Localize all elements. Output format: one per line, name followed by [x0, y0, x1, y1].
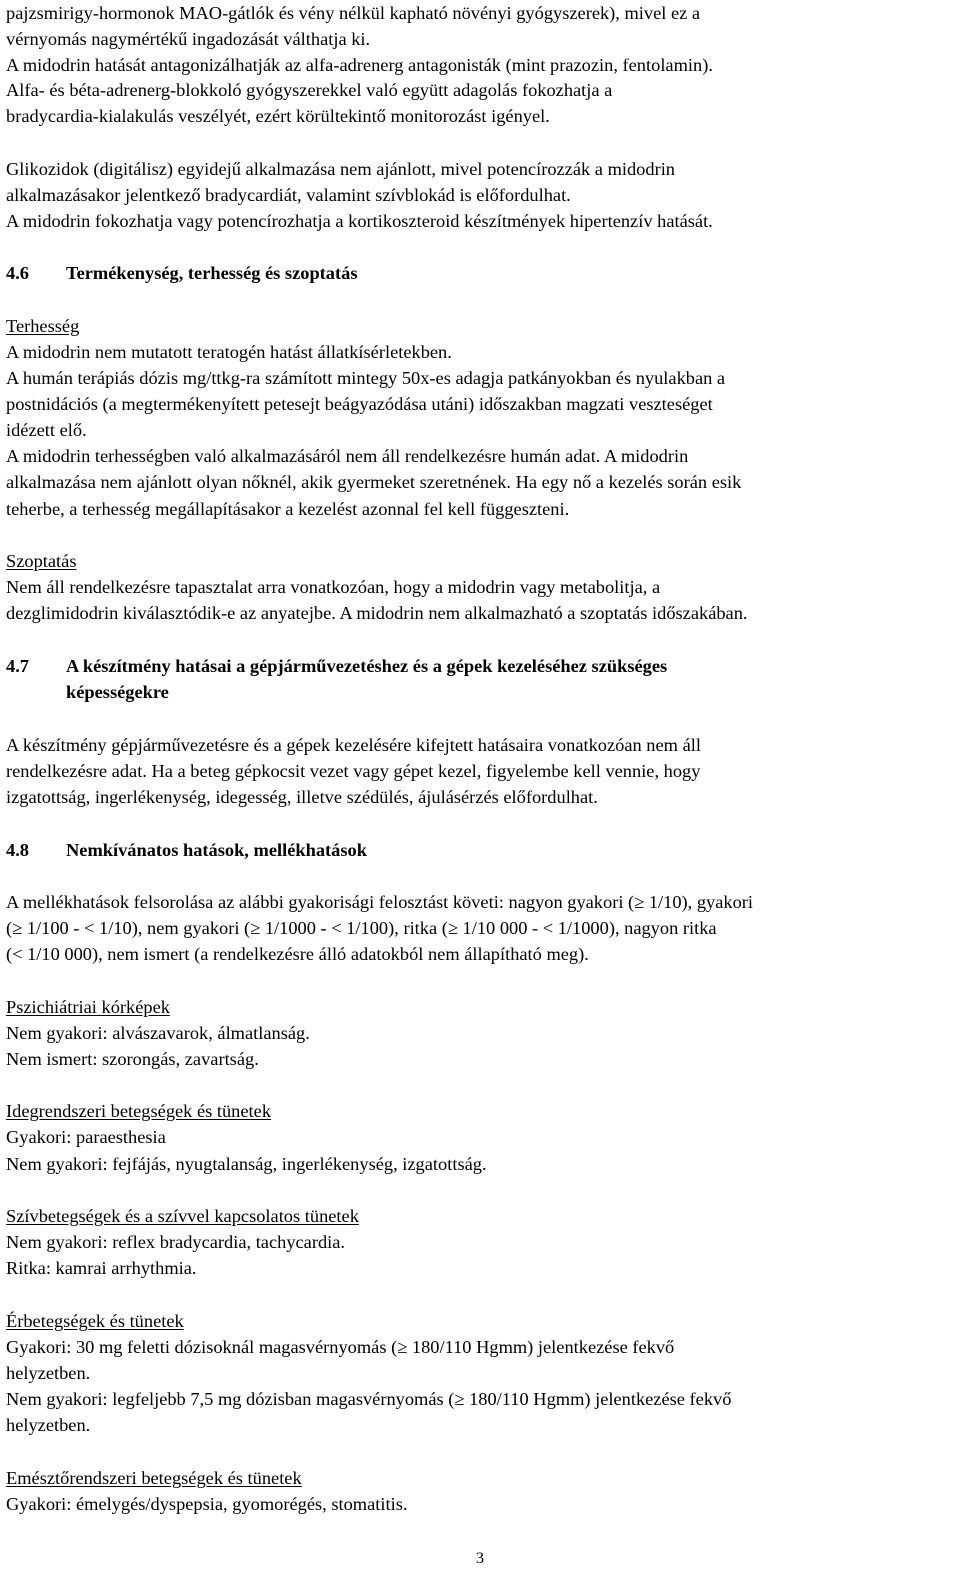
page-number: 3: [476, 1550, 484, 1567]
text-line: bradycardia-kialakulás veszélyét, ezért körültekintő monitorozást igényel.: [6, 106, 550, 126]
text-line: A midodrin hatását antagonizálhatják az alfa-adrenerg antagonisták (mint prazozin, fentolamin).: [6, 55, 713, 75]
text-line: rendelkezésre adat. Ha a beteg gépkocsit vezet vagy gépet kezel, figyelembe kell vennie, hogy: [6, 761, 701, 781]
text-line: A humán terápiás dózis mg/ttkg-ra számított mintegy 50x-es adagja patkányokban és nyulakban a: [6, 368, 726, 388]
text-line: A midodrin fokozhatja vagy potencírozhatja a kortikoszteroid készítmények hipertenzív hatását.: [6, 211, 713, 231]
text-line: postnidációs (a megtermékenyített petesejt beágyazódása utáni) időszakban magzati veszteséget: [6, 394, 713, 414]
text-line: Nem gyakori: alvászavarok, álmatlanság.: [6, 1023, 310, 1043]
text-line: teherbe, a terhesség megállapításakor a kezelést azonnal fel kell függeszteni.: [6, 499, 570, 519]
section-title: Nemkívánatos hatások, mellékhatások: [66, 840, 367, 860]
section-title: Termékenység, terhesség és szoptatás: [66, 263, 358, 283]
subheading-terhesseg: Terhesség: [6, 316, 80, 336]
section-heading-4-6: [6, 260, 357, 286]
text-line: A mellékhatások felsorolása az alábbi gyakorisági felosztást követi: nagyon gyakori (≥ 1/10), gyakori: [6, 892, 754, 912]
section-heading-4-8: [6, 837, 367, 863]
section-number: 4.8: [6, 840, 29, 860]
text-line: Nem gyakori: legfeljebb 7,5 mg dózisban magasvérnyomás (≥ 180/110 Hgmm) jelentkezése fekvő: [6, 1389, 732, 1409]
subheading-idegrendszeri: Idegrendszeri betegségek és tünetek: [6, 1101, 272, 1121]
subheading-szoptatas: Szoptatás: [6, 551, 77, 571]
section-number: 4.7: [6, 656, 29, 676]
text-line: Glikozidok (digitálisz) egyidejű alkalmazása nem ajánlott, mivel potencírozzák a midodrin: [6, 159, 675, 179]
text-line: Gyakori: 30 mg feletti dózisoknál magasvérnyomás (≥ 180/110 Hgmm) jelentkezése fekvő: [6, 1337, 675, 1357]
section-number: 4.6: [6, 263, 29, 283]
section-title-continued: képességekre: [66, 682, 169, 702]
text-line: izgatottság, ingerlékenység, idegesség, illetve szédülés, ájulásérzés előfordulhat.: [6, 787, 598, 807]
text-line: alkalmazásakor jelentkező bradycardiát, valamint szívblokád is előfordulhat.: [6, 185, 571, 205]
text-line: (≥ 1/100 - < 1/10), nem gyakori (≥ 1/1000 - < 1/100), ritka (≥ 1/10 000 - < 1/1000), nagyon ritka: [6, 918, 717, 938]
text-line: idézett elő.: [6, 420, 87, 440]
section-heading-4-7: [6, 653, 667, 679]
text-line: Nem gyakori: fejfájás, nyugtalanság, ingerlékenység, izgatottság.: [6, 1154, 487, 1174]
text-line: Ritka: kamrai arrhythmia.: [6, 1258, 197, 1278]
text-line: vérnyomás nagymértékű ingadozását válthatja ki.: [6, 29, 371, 49]
text-line: helyzetben.: [6, 1363, 91, 1383]
subheading-emesztorendszeri: Emésztőrendszeri betegségek és tünetek: [6, 1468, 302, 1488]
text-line: A midodrin terhességben való alkalmazásáról nem áll rendelkezésre humán adat. A midodrin: [6, 446, 689, 466]
text-line: A midodrin nem mutatott teratogén hatást állatkísérletekben.: [6, 342, 452, 362]
section-title: A készítmény hatásai a gépjárművezetéshez és a gépek kezeléséhez szükséges: [66, 656, 668, 676]
text-line: (< 1/10 000), nem ismert (a rendelkezésre álló adatokból nem állapítható meg).: [6, 944, 589, 964]
text-line: Gyakori: émelygés/dyspepsia, gyomorégés, stomatitis.: [6, 1494, 408, 1514]
text-line: Alfa- és béta-adrenerg-blokkoló gyógyszerekkel való együtt adagolás fokozhatja a: [6, 80, 613, 100]
subheading-szivbetegsegek: Szívbetegségek és a szívvel kapcsolatos tünetek: [6, 1206, 359, 1226]
text-line: alkalmazása nem ajánlott olyan nőknél, akik gyermeket szeretnének. Ha egy nő a kezelés során esik: [6, 472, 742, 492]
text-line: helyzetben.: [6, 1415, 91, 1435]
subheading-erbetegsegek: Érbetegségek és tünetek: [6, 1311, 184, 1331]
text-line: A készítmény gépjárművezetésre és a gépek kezelésére kifejtett hatásaira vonatkozóan nem áll: [6, 735, 701, 755]
text-line: Gyakori: paraesthesia: [6, 1127, 166, 1147]
text-line: pajzsmirigy-hormonok MAO-gátlók és vény nélkül kapható növényi gyógyszerek), mivel ez a: [6, 3, 701, 23]
text-line: Nem ismert: szorongás, zavartság.: [6, 1049, 259, 1069]
text-line: Nem áll rendelkezésre tapasztalat arra vonatkozóan, hogy a midodrin vagy metabolitja, a: [6, 577, 661, 597]
text-line: Nem gyakori: reflex bradycardia, tachycardia.: [6, 1232, 346, 1252]
text-line: dezglimidodrin kiválasztódik-e az anyatejbe. A midodrin nem alkalmazható a szoptatás időszakában.: [6, 603, 748, 623]
subheading-pszichiatriai: Pszichiátriai kórképek: [6, 997, 170, 1017]
